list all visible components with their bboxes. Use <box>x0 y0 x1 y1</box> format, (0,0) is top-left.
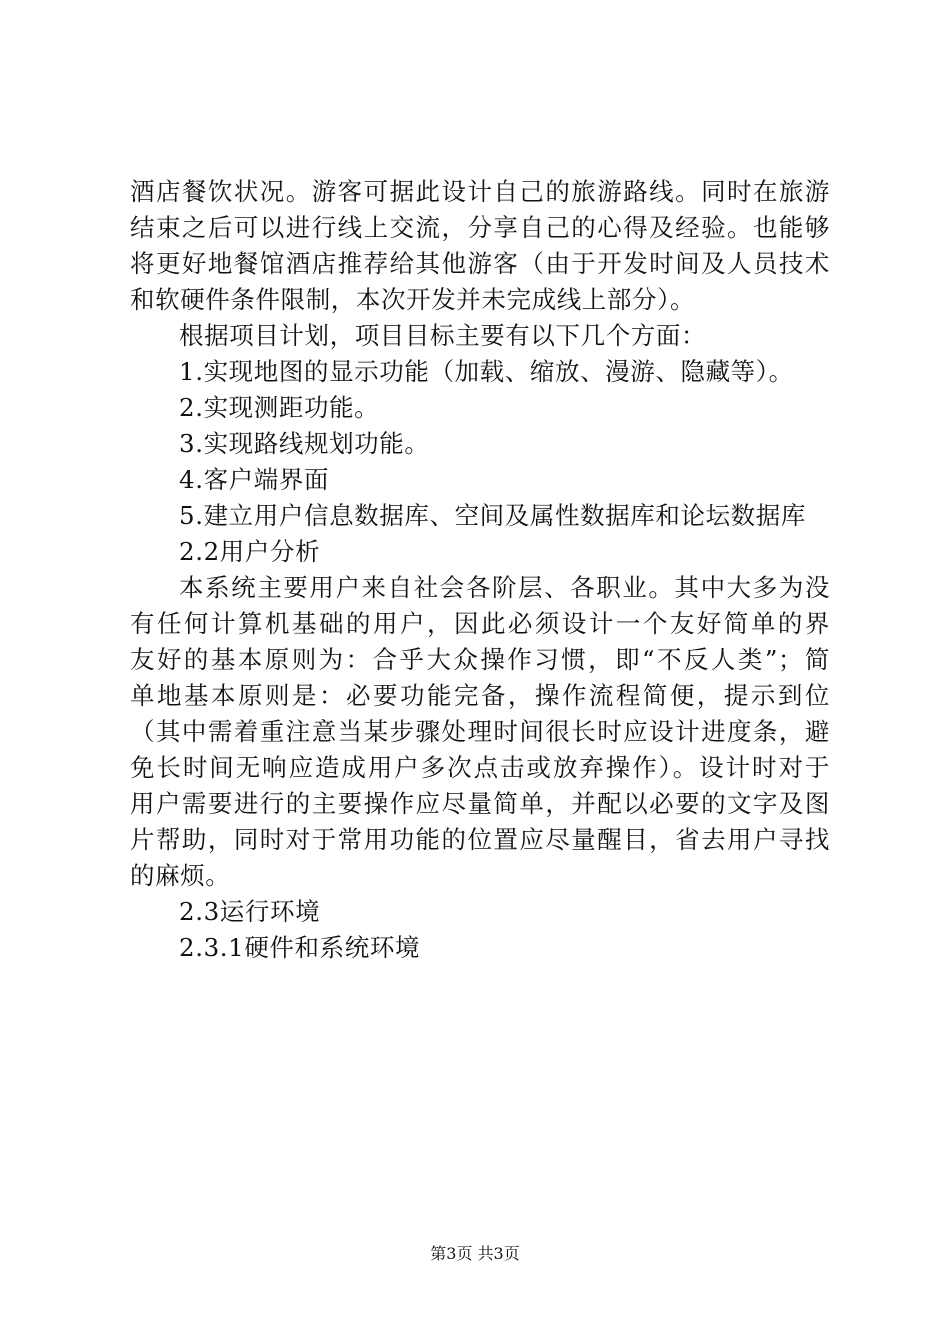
text-line: 5.建立用户信息数据库、空间及属性数据库和论坛数据库 <box>179 501 806 530</box>
text-line: 3.实现路线规划功能。 <box>179 429 430 458</box>
text-line: 用户需要进行的主要操作应尽量简单，并配以必要的文字及图 <box>130 789 830 818</box>
text-line: 2.3运行环境 <box>179 897 321 926</box>
text-line: 片帮助，同时对于常用功能的位置应尽量醒目，省去用户寻找 <box>130 825 830 854</box>
text-line: 2.实现测距功能。 <box>179 393 380 422</box>
page-footer: 第3页 共3页 <box>430 1244 520 1263</box>
document-body <box>130 174 830 966</box>
text-line: 酒店餐饮状况。游客可据此设计自己的旅游路线。同时在旅游 <box>130 177 830 206</box>
text-line: 有任何计算机基础的用户，因此必须设计一个友好简单的界 <box>130 609 830 638</box>
text-line: 2.2用户分析 <box>179 537 321 566</box>
text-line: 免长时间无响应造成用户多次点击或放弃操作）。设计时对于 <box>130 753 830 782</box>
text-line: 的麻烦。 <box>130 861 231 890</box>
text-line: 4.客户端界面 <box>179 465 330 494</box>
text-line: 根据项目计划，项目目标主要有以下几个方面： <box>179 321 707 350</box>
text-line: 友好的基本原则为：合乎大众操作习惯，即“不反人类”；简 <box>130 645 830 674</box>
text-line: 2.3.1硬件和系统环境 <box>179 933 421 962</box>
text-line: 本系统主要用户来自社会各阶层、各职业。其中大多为没 <box>179 573 830 602</box>
text-line: 结束之后可以进行线上交流，分享自己的心得及经验。也能够 <box>130 213 830 242</box>
text-line: 单地基本原则是：必要功能完备，操作流程简便，提示到位 <box>130 681 830 710</box>
text-line: 将更好地餐馆酒店推荐给其他游客（由于开发时间及人员技术 <box>130 249 830 278</box>
text-line: （其中需着重注意当某步骤处理时间很长时应设计进度条，避 <box>130 717 830 746</box>
text-line: 和软硬件条件限制，本次开发并未完成线上部分）。 <box>130 285 696 314</box>
text-line: 1.实现地图的显示功能（加载、缩放、漫游、隐藏等）。 <box>179 357 794 386</box>
